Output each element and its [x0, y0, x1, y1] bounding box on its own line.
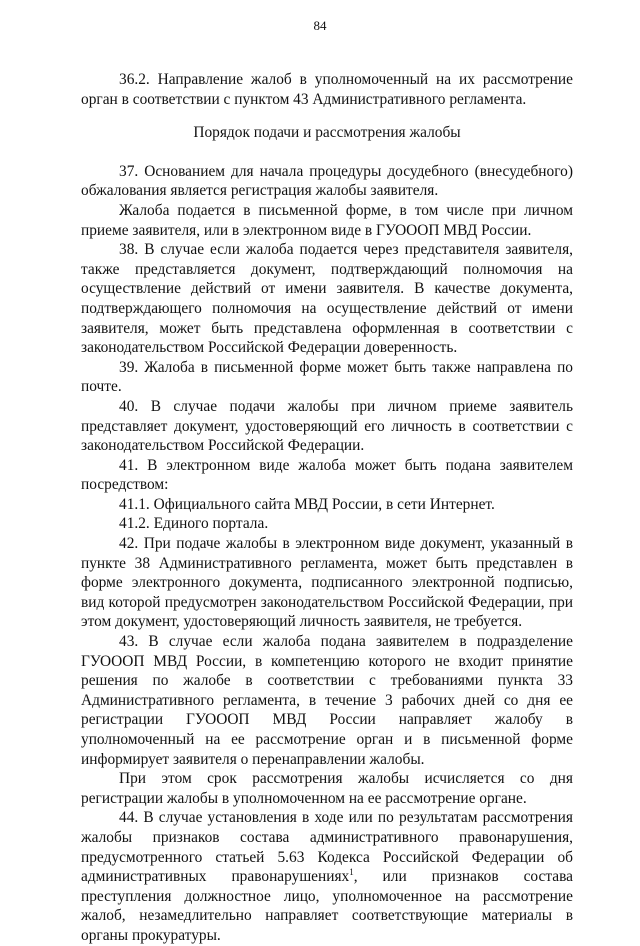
paragraph-38: 38. В случае если жалоба подается через представителя заявителя, также представляется документ, подтверждающий полномочия на осуществление действий от имени заявителя. В качестве документа, подтверждающего полномочия на осуществление действий от имени заявителя, может быть представлена оформленная в соответствии с законодательством Российской Федерации доверенность.: [81, 241, 573, 357]
paragraph-44-continuation: , или признаков состава преступления должностное лицо, уполномоченное на рассмотрение жалоб, незамедлительно направляет соответствующие материалы в органы прокуратуры.: [81, 868, 573, 944]
paragraph-40: 40. В случае подачи жалобы при личном приеме заявитель представляет документ, удостоверяющий его личность в соответствии с законодательством Российской Федерации.: [81, 397, 573, 455]
page-number: 84: [313, 18, 327, 33]
paragraph-37: 37. Основанием для начала процедуры досудебного (внесудебного) обжалования является регистрация жалобы заявителя.: [81, 162, 573, 200]
paragraph-44: [81, 808, 573, 945]
paragraph-44-text: 44. В случае установления в ходе или по результатам рассмотрения жалобы признаков состава административного правонарушения, предусмотренного статьей 5.63 Кодекса Российской Федерации об административных правонарушениях: [81, 809, 573, 886]
paragraph-43-term: При этом срок рассмотрения жалобы исчисляется со дня регистрации жалобы в уполномоченном на ее рассмотрение органе.: [81, 770, 573, 807]
paragraph-36-2: 36.2. Направление жалоб в уполномоченный на их рассмотрение орган в соответствии с пунктом 43 Административного регламента.: [81, 71, 573, 108]
paragraph-41-2: 41.2. Единого портала.: [119, 515, 269, 533]
footnote-mark: 1: [349, 867, 354, 878]
paragraph-43: 43. В случае если жалоба подана заявителем в подразделение ГУОООП МВД России, в компетенцию которого не входит принятие решения по жалобе в соответствии с требованиями пункта 33 Административного регламента, в течение 3 рабочих дней со дня ее регистрации ГУОООП МВД России направляет жалобу в уполномоченный на ее рассмотрение орган и в письменной форме информирует заявителя о перенаправлении жалобы.: [81, 633, 573, 768]
paragraph-37-form: Жалоба подается в письменной форме, в том числе при личном приеме заявителя, или в электронном виде в ГУОООП МВД России.: [81, 201, 573, 239]
paragraph-42: 42. При подаче жалобы в электронном виде документ, указанный в пункте 38 Административного регламента, может быть представлен в форме электронного документа, подписанного электронной подписью, вид которой предусмотрен законодательством Российской Федерации, при этом документ, удостоверяющий личность заявителя, не требуется.: [81, 535, 573, 631]
paragraph-39: 39. Жалоба в письменной форме может быть также направлена по почте.: [81, 358, 573, 396]
paragraph-41: 41. В электронном виде жалоба может быть подана заявителем посредством:: [81, 456, 573, 494]
section-heading: Порядок подачи и рассмотрения жалобы: [193, 124, 461, 142]
document-body: [81, 70, 573, 946]
paragraph-41-1: 41.1. Официального сайта МВД России, в сети Интернет.: [119, 495, 495, 513]
